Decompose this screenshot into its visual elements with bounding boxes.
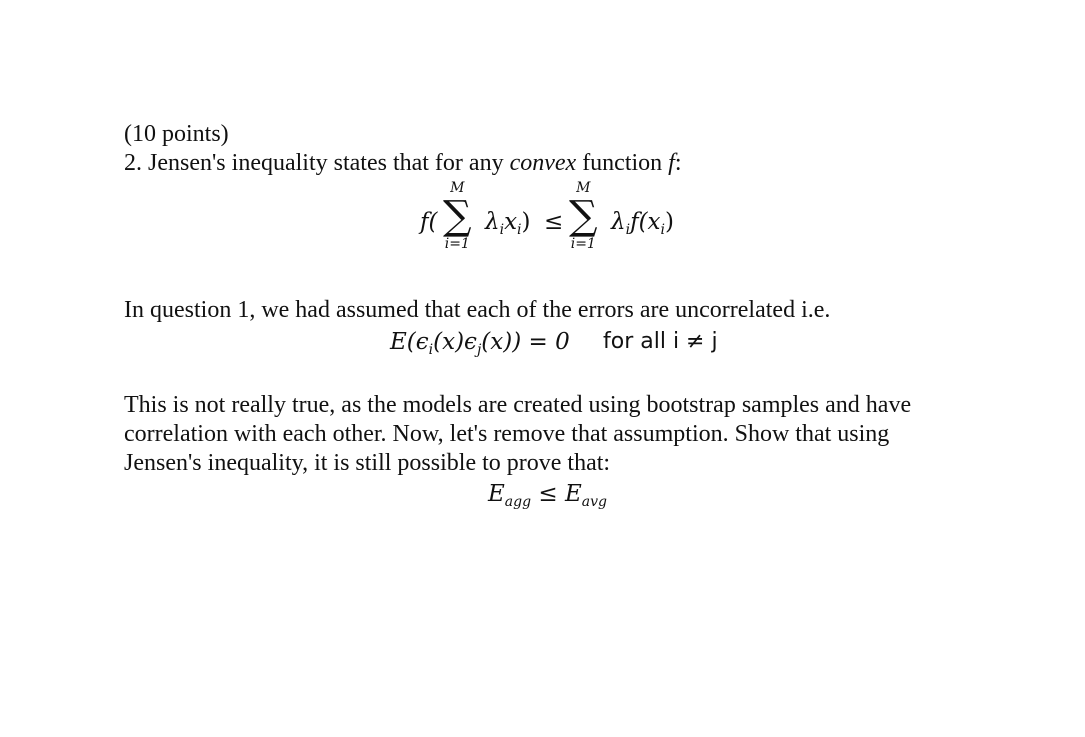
- question-middle: function: [576, 150, 669, 176]
- paragraph-line-1: This is not really true, as the models are created using bootstrap samples and have: [124, 392, 912, 418]
- sum-right: [569, 180, 598, 252]
- sum-left-upper: M: [450, 180, 465, 196]
- jensen-lhs-body: $\lambda_ix_i$): [485, 209, 531, 238]
- jensen-relation: ≤: [544, 209, 564, 235]
- sum-right-upper: M: [576, 180, 591, 196]
- uncorrelated-expression: $E(\epsilon_i(x)\epsilon_j(x)) = 0$: [390, 329, 570, 358]
- question-func: f: [668, 150, 675, 176]
- paragraph-assumption: In question 1, we had assumed that each of the errors are uncorrelated i.e.: [124, 297, 831, 323]
- question-suffix: :: [674, 150, 682, 176]
- question-prefix: 2. Jensen's inequality states that for any: [124, 150, 510, 176]
- result-expression: $E_{agg} \le E_{avg}$: [488, 481, 607, 510]
- sigma-right-icon: ∑: [569, 193, 598, 239]
- sum-right-lower: i=1: [570, 236, 596, 252]
- question-intro: [124, 149, 682, 177]
- paragraph-line-3: Jensen's inequality, it is still possible to prove that:: [124, 450, 611, 476]
- paragraph-line-2: correlation with each other. Now, let's remove that assumption. Show that using: [124, 421, 890, 447]
- question-emphasis: convex: [509, 150, 577, 176]
- sum-left: [443, 180, 472, 252]
- sum-left-lower: i=1: [444, 236, 470, 252]
- jensen-lhs-f: f(: [420, 209, 438, 235]
- jensen-rhs-body: $\lambda_if(x_i)$: [611, 209, 674, 238]
- uncorrelated-condition: for all i ≠ j: [603, 329, 718, 354]
- points-label: (10 points): [124, 121, 229, 147]
- sigma-left-icon: ∑: [443, 193, 472, 239]
